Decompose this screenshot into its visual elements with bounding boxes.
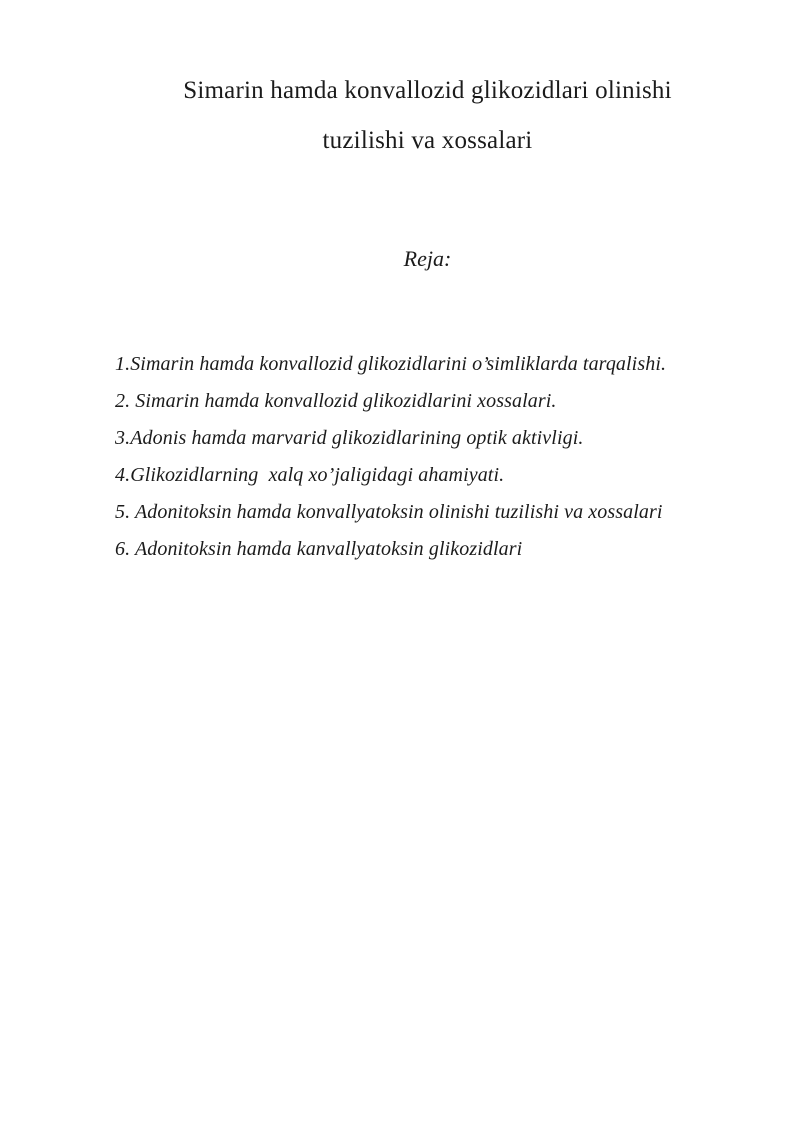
document-title-line-1: Simarin hamda konvallozid glikozidlari olinishi xyxy=(183,77,672,104)
plan-list-item-3: 3.Adonis hamda marvarid glikozidlarining optik aktivligi. xyxy=(115,427,584,449)
plan-heading: Reja: xyxy=(403,246,452,271)
document-title-line-2: tuzilishi va xossalari xyxy=(322,127,533,154)
document-content xyxy=(0,66,800,568)
plan-list xyxy=(115,346,740,568)
plan-list-item-6: 6. Adonitoksin hamda kanvallyatoksin glikozidlari xyxy=(115,538,523,560)
plan-list-item-1: 1.Simarin hamda konvallozid glikozidlarini o’simliklarda tarqalishi. xyxy=(115,353,667,375)
plan-list-item-4: 4.Glikozidlarning xalq xo’jaligidagi ahamiyati. xyxy=(115,464,505,486)
plan-list-item-2: 2. Simarin hamda konvallozid glikozidlarini xossalari. xyxy=(115,390,557,412)
plan-list-item-5: 5. Adonitoksin hamda konvallyatoksin olinishi tuzilishi va xossalari xyxy=(115,501,663,523)
document-title xyxy=(115,66,740,166)
